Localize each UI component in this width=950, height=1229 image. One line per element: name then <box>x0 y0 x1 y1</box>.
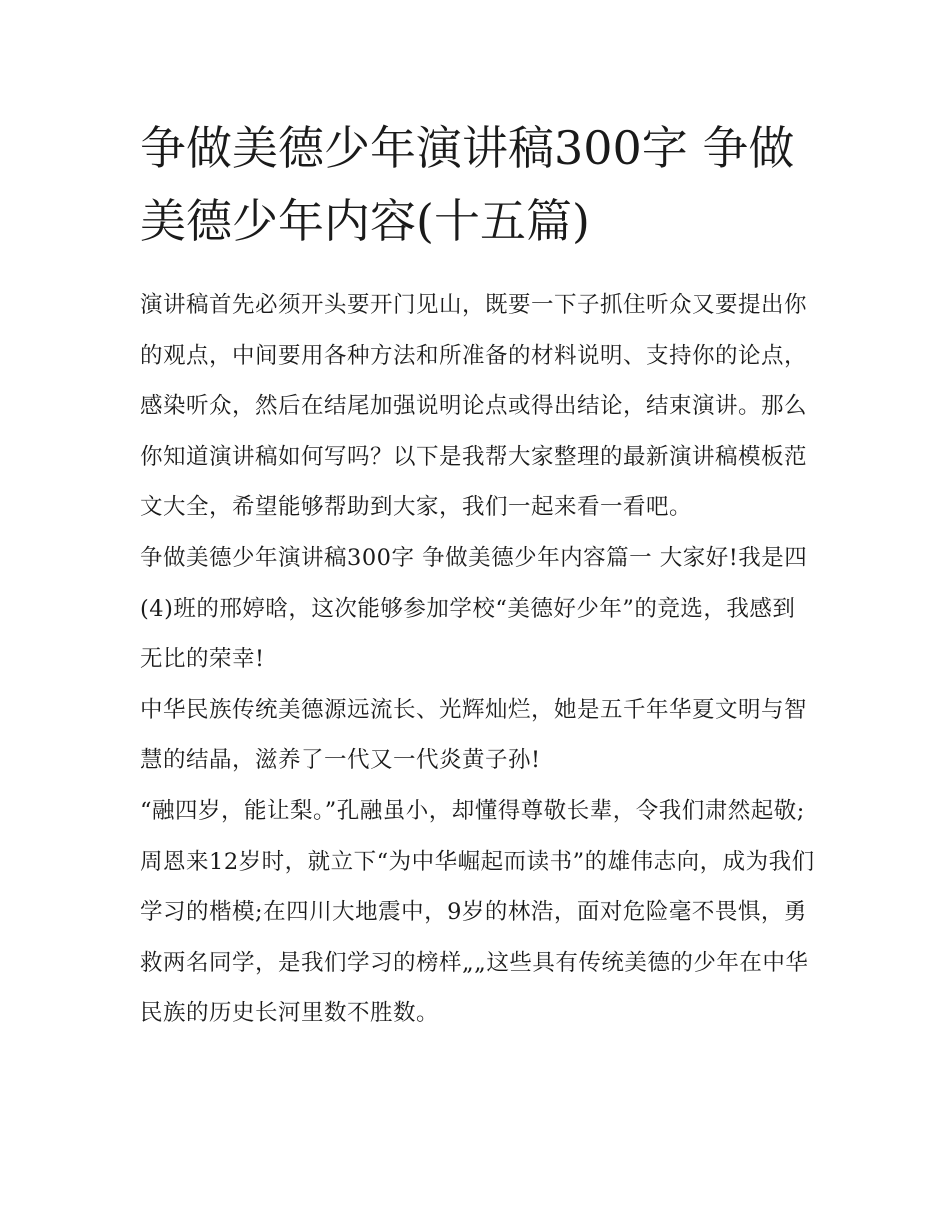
paragraph-tradition: 中华民族传统美德源远流长、光辉灿烂，她是五千年华夏文明与智慧的结晶，滋养了一代又一代炎黄子孙! <box>140 696 808 774</box>
document-title: 争做美德少年演讲稿300字 争做美德少年内容(十五篇) <box>140 121 795 248</box>
document-body <box>140 280 816 1039</box>
paragraph-examples: “融四岁，能让梨。”孔融虽小，却懂得尊敬长辈，令我们肃然起敬;周恩来12岁时，就立下“为中华崛起而读书”的雄伟志向，成为我们学习的楷模;在四川大地震中，9岁的林浩，面对危险毫不畏惧，勇救两名同学，是我们学习的榜样„„这些具有传统美德的少年在中华民族的历史长河里数不胜数。 <box>140 797 815 1027</box>
paragraph-intro: 演讲稿首先必须开头要开门见山，既要一下子抓住听众又要提出你的观点，中间要用各种方法和所准备的材料说明、支持你的论点，感染听众，然后在结尾加强说明论点或得出结论，结束演讲。那么你知道演讲稿如何写吗？以下是我帮大家整理的最新演讲稿模板范文大全，希望能够帮助到大家，我们一起来看一看吧。 <box>140 292 808 521</box>
paragraph-opening: 争做美德少年演讲稿300字 争做美德少年内容篇一 大家好!我是四(4)班的邢婷晗，这次能够参加学校“美德好少年”的竞选，我感到无比的荣幸! <box>140 544 808 673</box>
